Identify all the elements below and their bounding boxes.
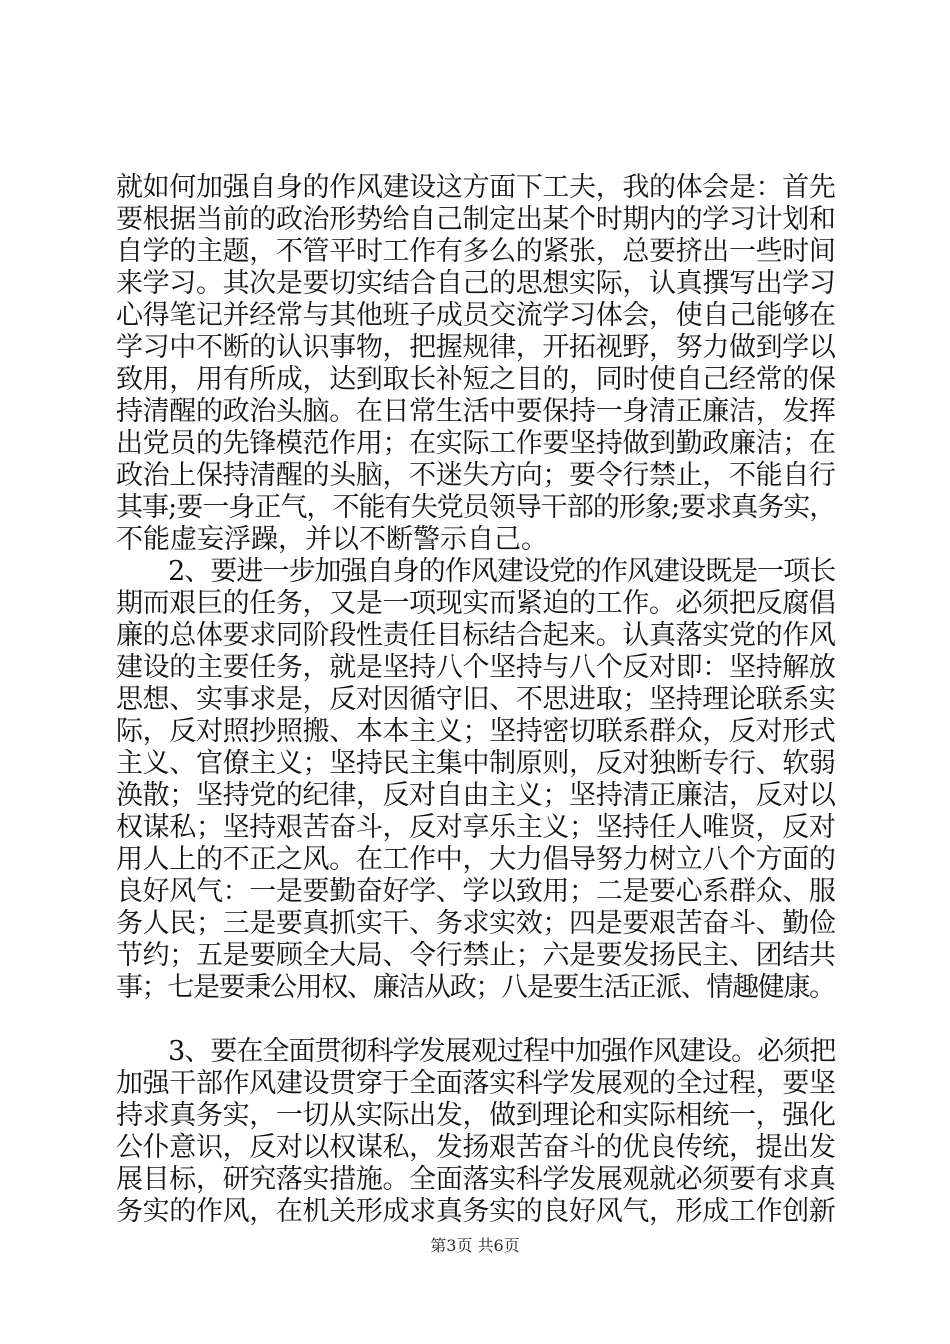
text-line: 2、要进一步加强自身的作风建设党的作风建设既是一项长 — [116, 556, 836, 587]
text-line: 展目标，研究落实措施。全面落实科学发展观就必须要有求真 — [116, 1164, 836, 1195]
text-line: 节约；五是要顾全大局、令行禁止；六是要发扬民主、团结共 — [116, 940, 836, 971]
text-line: 就如何加强自身的作风建设这方面下工夫，我的体会是：首先 — [116, 172, 836, 203]
text-line: 建设的主要任务，就是坚持八个坚持与八个反对即：坚持解放 — [116, 652, 836, 683]
text-line: 要根据当前的政治形势给自己制定出某个时期内的学习计划和 — [116, 204, 836, 235]
text-line: 其事;要一身正气，不能有失党员领导干部的形象;要求真务实， — [116, 492, 836, 523]
text-line: 加强干部作风建设贯穿于全面落实科学发展观的全过程，要坚 — [116, 1068, 836, 1099]
text-line: 用人上的不正之风。在工作中，大力倡导努力树立八个方面的 — [116, 844, 836, 875]
blank-line — [116, 1004, 836, 1036]
text-line: 廉的总体要求同阶段性责任目标结合起来。认真落实党的作风 — [116, 620, 836, 651]
text-line: 自学的主题，不管平时工作有多么的紧张，总要挤出一些时间 — [116, 236, 836, 267]
text-line: 思想、实事求是，反对因循守旧、不思进取；坚持理论联系实 — [116, 684, 836, 715]
text-line: 良好风气：一是要勤奋好学、学以致用；二是要心系群众、服 — [116, 876, 836, 907]
document-body — [116, 172, 836, 1228]
text-line: 权谋私；坚持艰苦奋斗，反对享乐主义；坚持任人唯贤，反对 — [116, 812, 836, 843]
text-line: 致用，用有所成，达到取长补短之目的，同时使自己经常的保 — [116, 364, 836, 395]
text-line: 务实的作风，在机关形成求真务实的良好风气，形成工作创新 — [116, 1196, 836, 1227]
text-line: 际，反对照抄照搬、本本主义；坚持密切联系群众，反对形式 — [116, 716, 836, 747]
text-line: 主义、官僚主义；坚持民主集中制原则，反对独断专行、软弱 — [116, 748, 836, 779]
text-line: 务人民；三是要真抓实干、务求实效；四是要艰苦奋斗、勤俭 — [116, 908, 836, 939]
text-line: 涣散；坚持党的纪律，反对自由主义；坚持清正廉洁，反对以 — [116, 780, 836, 811]
text-line: 持清醒的政治头脑。在日常生活中要保持一身清正廉洁，发挥 — [116, 396, 836, 427]
page-footer: 第3页 共6页 — [430, 1236, 520, 1255]
text-line: 事；七是要秉公用权、廉洁从政；八是要生活正派、情趣健康。 — [116, 972, 835, 1003]
text-line: 3、要在全面贯彻科学发展观过程中加强作风建设。必须把 — [116, 1036, 836, 1067]
text-line: 政治上保持清醒的头脑，不迷失方向；要令行禁止，不能自行 — [116, 460, 836, 491]
text-line: 持求真务实，一切从实际出发，做到理论和实际相统一，强化 — [116, 1100, 836, 1131]
text-line: 不能虚妄浮躁，并以不断警示自己。 — [116, 524, 548, 555]
text-line: 出党员的先锋模范作用；在实际工作要坚持做到勤政廉洁；在 — [116, 428, 836, 459]
text-line: 学习中不断的认识事物，把握规律，开拓视野，努力做到学以 — [116, 332, 836, 363]
text-line: 来学习。其次是要切实结合自己的思想实际，认真撰写出学习 — [116, 268, 836, 299]
text-line: 心得笔记并经常与其他班子成员交流学习体会，使自己能够在 — [116, 300, 836, 331]
text-line: 公仆意识，反对以权谋私，发扬艰苦奋斗的优良传统，提出发 — [116, 1132, 836, 1163]
text-line: 期而艰巨的任务，又是一项现实而紧迫的工作。必须把反腐倡 — [116, 588, 836, 619]
